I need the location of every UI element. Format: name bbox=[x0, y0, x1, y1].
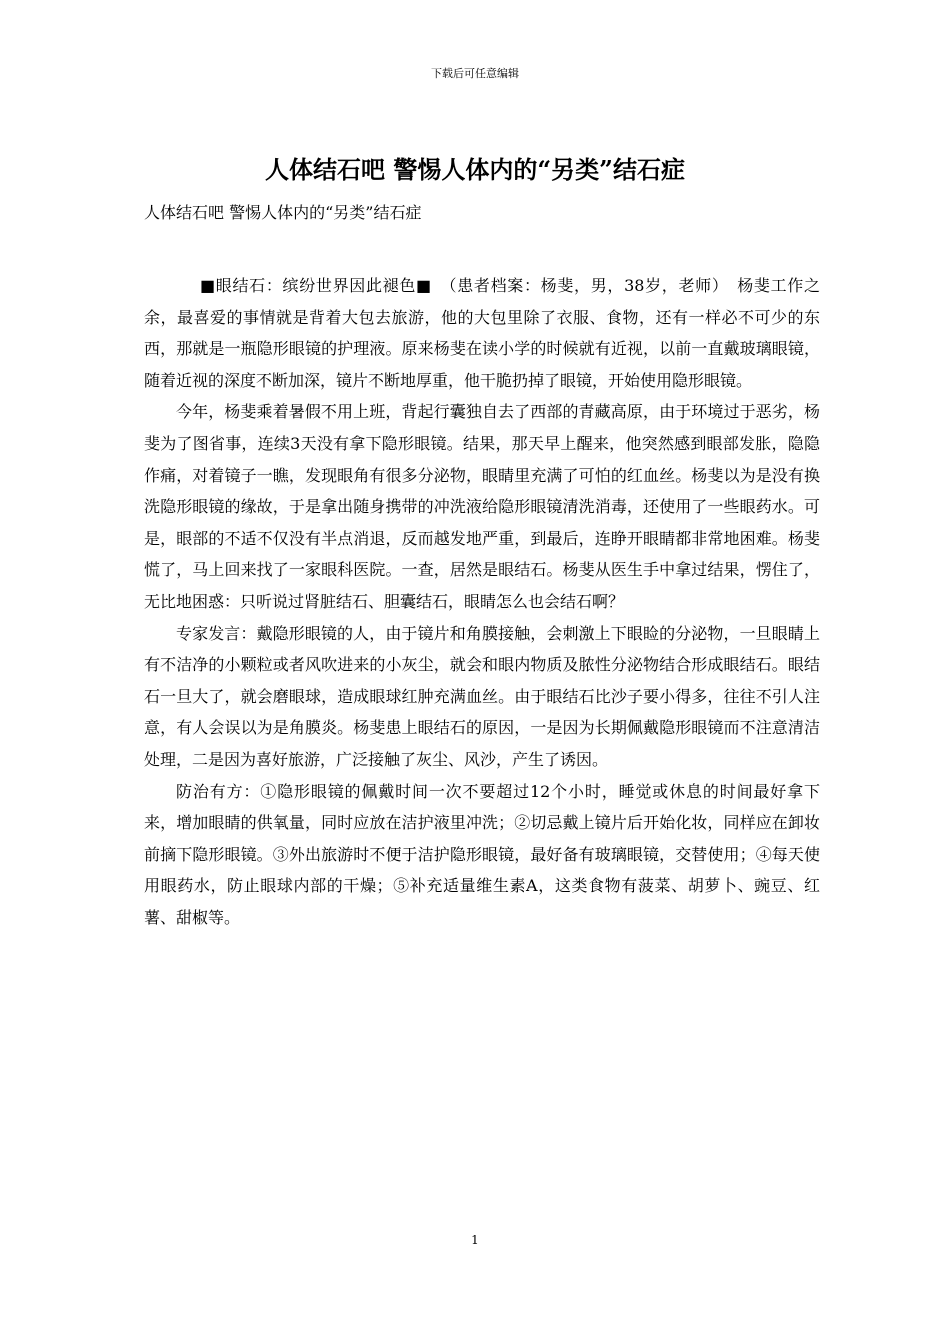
page-header-note: 下载后可任意编辑 bbox=[431, 67, 519, 80]
document-title: 人体结石吧 警惕人体内的“另类”结石症 bbox=[265, 155, 685, 184]
page-number: 1 bbox=[471, 1233, 479, 1247]
paragraph-expert-opinion: 专家发言：戴隐形眼镜的人，由于镜片和角膜接触，会刺激上下眼睑的分泌物，一旦眼睛上有不洁净的小颗粒或者风吹进来的小灰尘，就会和眼内物质及脓性分泌物结合形成眼结石。眼结石一旦大了，就会磨眼球，造成眼球红肿充满血丝。由于眼结石比沙子要小得多，往往不引人注意，有人会误以为是角膜炎。杨斐患上眼结石的原因，一是因为长期佩戴隐形眼镜而不注意清洁处理，二是因为喜好旅游，广泛接触了灰尘、风沙，产生了诱因。 bbox=[144, 623, 820, 769]
paragraph-patient-story: 今年，杨斐乘着暑假不用上班，背起行囊独自去了西部的青藏高原，由于环境过于恶劣，杨斐为了图省事，连续3天没有拿下隐形眼镜。结果，那天早上醒来，他突然感到眼部发胀，隐隐作痛，对着镜子一瞧，发现眼角有很多分泌物，眼睛里充满了可怕的红血丝。杨斐以为是没有换洗隐形眼镜的缘故，于是拿出随身携带的冲洗液给隐形眼镜清洗消毒，还使用了一些眼药水。可是，眼部的不适不仅没有半点消退，反而越发地严重，到最后，连睁开眼睛都非常地困难。杨斐慌了，马上回来找了一家眼科医院。一查，居然是眼结石。杨斐从医生手中拿过结果，愣住了，无比地困惑：只听说过肾脏结石、胆囊结石，眼睛怎么也会结石啊？ bbox=[144, 402, 820, 611]
document-subtitle: 人体结石吧 警惕人体内的“另类”结石症 bbox=[144, 203, 422, 222]
paragraph-prevention-tips: 防治有方：①隐形眼镜的佩戴时间一次不要超过12个小时，睡觉或休息的时间最好拿下来，增加眼睛的供氧量，同时应放在洁护液里冲洗；②切忌戴上镜片后开始化妆，同样应在卸妆前摘下隐形眼镜。③外出旅游时不便于洁护隐形眼镜，最好备有玻璃眼镜，交替使用；④每天使用眼药水，防止眼球内部的干燥；⑤补充适量维生素A，这类食物有菠菜、胡萝卜、豌豆、红薯、甜椒等。 bbox=[144, 781, 820, 927]
paragraph-eye-stone-case: ■眼结石：缤纷世界因此褪色■ （患者档案：杨斐，男，38岁，老师） 杨斐工作之余，最喜爱的事情就是背着大包去旅游，他的大包里除了衣服、食物，还有一样必不可少的东西，那就是一瓶隐形眼镜的护理液。原来杨斐在读小学的时候就有近视，以前一直戴玻璃眼镜，随着近视的深度不断加深，镜片不断地厚重，他干脆扔掉了眼镜，开始使用隐形眼镜。 bbox=[144, 276, 820, 390]
article-body bbox=[144, 270, 820, 933]
